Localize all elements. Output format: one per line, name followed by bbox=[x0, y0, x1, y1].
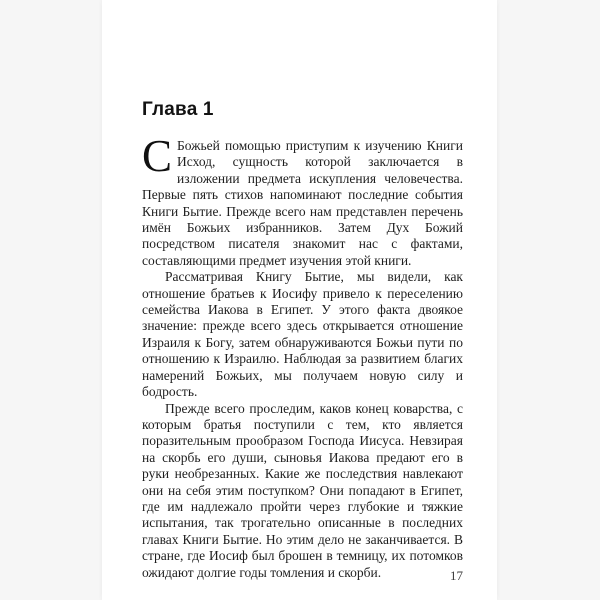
paragraph: Рассматривая Книгу Бытие, мы видели, как отношение братьев к Иосифу привело к переселению семейства Иакова в Египет. У этого факта двоякое значение: прежде всего здесь открывается отношение Израиля к Богу, затем обнаруживаются Божьи пути по отношению к Израилю. Наблюдая за развитием благих намерений Божьих, мы получаем новую силу и бодрость. bbox=[142, 269, 463, 400]
page-text-column bbox=[142, 0, 463, 581]
chapter-heading: Глава 1 bbox=[142, 99, 214, 120]
page-number: 17 bbox=[450, 568, 463, 583]
drop-cap: С bbox=[142, 131, 173, 181]
paragraph bbox=[142, 131, 463, 269]
paragraph: Прежде всего проследим, каков конец коварства, с которым братья поступили с тем, кто является поразительным прообразом Господа Иисуса. Невзирая на скорбь его души, сыновья Иакова предают его в руки необрезанных. Какие же последствия навлекают они на себя этим поступком? Они попадают в Египет, где им надлежало пройти через глубокие и тяжкие испытания, так трогательно описанные в последних главах Книги Бытие. Но этим дело не заканчивается. В стране, где Иосиф был брошен в темницу, их потомков ожидают долгие годы томления и скорби. bbox=[142, 400, 463, 580]
paragraph-text: Божьей помощью приступим к изучению Книги Исход, сущность которой заключается в изложении предмета искупления человечества. Первые пять стихов напоминают последние события Книги Бытие. Прежде всего нам представлен перечень имён Божьих избранников. Затем Дух Божий посредством писателя знакомит нас с фактами, составляющими предмет изучения этой книги. bbox=[142, 138, 463, 268]
book-page bbox=[102, 0, 497, 600]
